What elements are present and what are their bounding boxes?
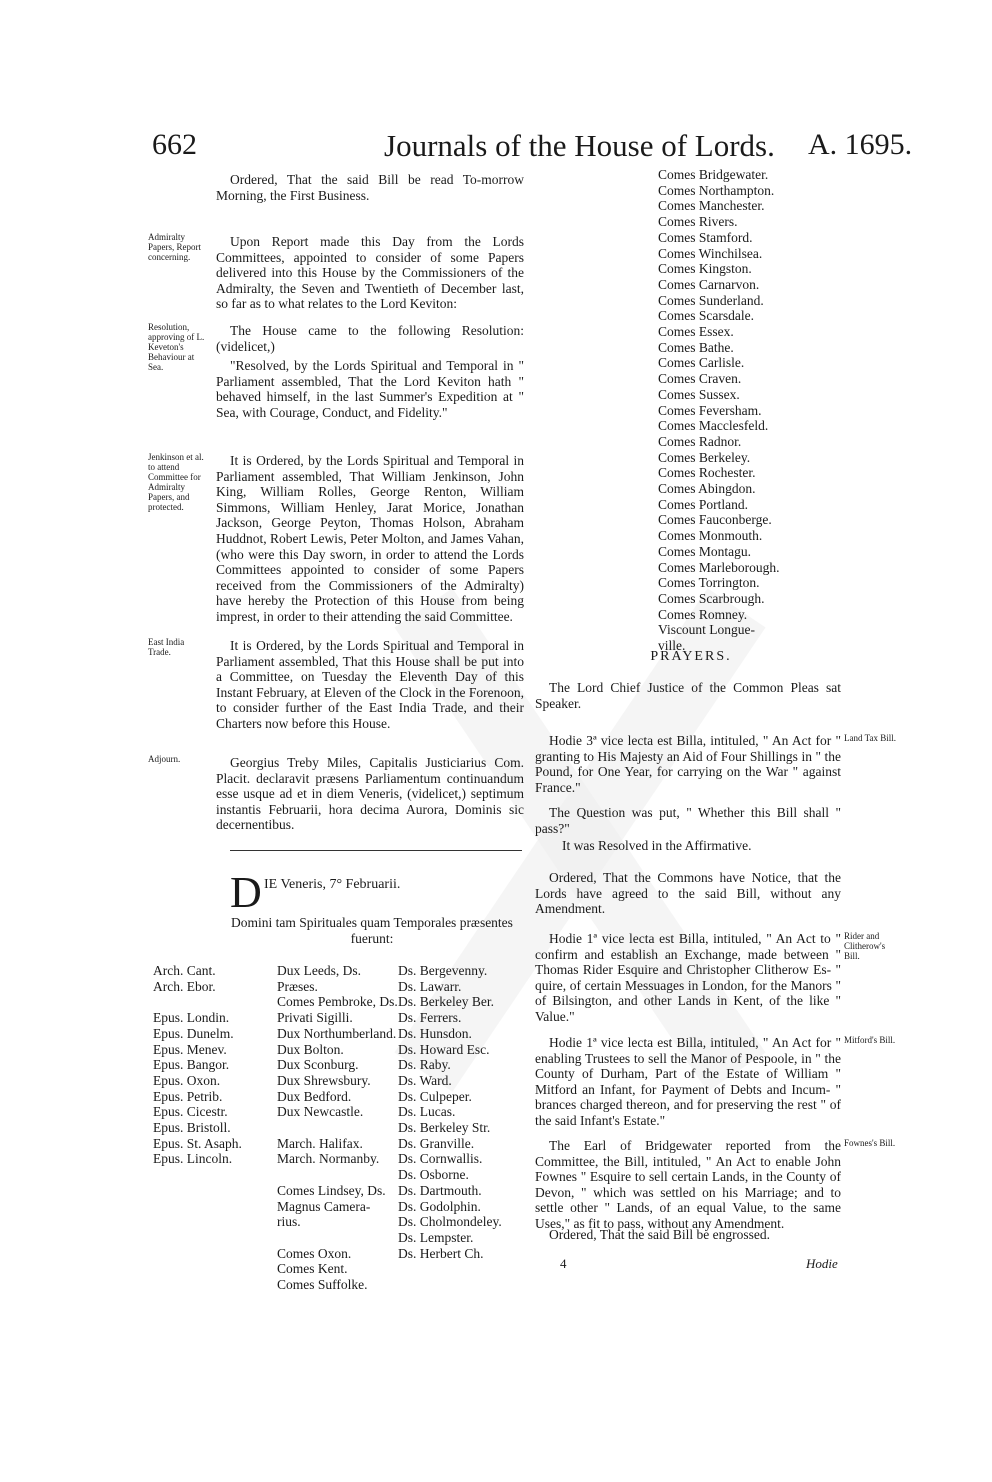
paragraph: Hodie 1ª vice lecta est Billa, intituled, " An Act for " enabling Trustees to sell the Manor of Pespoole, in " the County of Durham, Part of the Estate of William " Mitford an Infant, for Payment of Debts and Incum- " brances charged thereon, and for preserving the rest " of the said Infant's Estate." — [535, 1035, 841, 1128]
list-entry: Epus. Londin. — [153, 1010, 230, 1026]
list-entry: Ds. Berkeley Ber. — [398, 994, 494, 1010]
margin-note: East India Trade. — [148, 637, 185, 657]
list-entry: Magnus Camera- — [277, 1198, 371, 1214]
list-entry: Comes Carnarvon. — [658, 276, 760, 292]
list-entry: Ds. Raby. — [398, 1057, 451, 1073]
list-entry: Comes Kent. — [277, 1261, 348, 1277]
list-entry: Comes Kingston. — [658, 261, 752, 277]
paragraph: Hodie 1ª vice lecta est Billa, intituled, " An Act to " confirm and establish an Exchange, made between " Thomas Rider Esquire and Christopher Clitherow Es- " quire, of certain Messuages in London, for the Manors " of Bilsington, and other Lands in Kent, of the like " Value." — [535, 931, 841, 1024]
list-entry: Comes Oxon. — [277, 1245, 352, 1261]
day-heading: IE Veneris, 7° Februarii. — [264, 877, 401, 892]
list-entry — [277, 1167, 398, 1183]
page-year: A. 1695. — [808, 128, 913, 161]
list-entry: Comes Portland. — [658, 496, 748, 512]
list-entry: Comes Suffolke. — [277, 1277, 368, 1293]
attendance-col-2 — [277, 963, 398, 1293]
attendance-col-1 — [153, 963, 242, 1167]
list-entry: Ds. Culpeper. — [398, 1088, 472, 1104]
list-entry: Ds. Ferrers. — [398, 1010, 462, 1026]
list-entry: Arch. Ebor. — [153, 978, 216, 994]
list-entry: Ds. Dartmouth. — [398, 1182, 482, 1198]
list-entry: Epus. Bristoll. — [153, 1120, 231, 1136]
list-entry — [277, 1230, 398, 1246]
list-entry: Comes Scarsdale. — [658, 308, 754, 324]
attendance-right-list — [658, 167, 779, 654]
list-entry: Ds. Ward. — [398, 1072, 452, 1088]
list-entry: Comes Berkeley. — [658, 449, 751, 465]
margin-note: Mitford's Bill. — [844, 1035, 896, 1045]
list-entry: Comes Bathe. — [658, 339, 734, 355]
list-entry: Ds. Godolphin. — [398, 1198, 481, 1214]
list-entry: Viscount Longue- — [658, 622, 756, 638]
list-entry: Arch. Cant. — [153, 963, 216, 978]
section-divider — [230, 850, 522, 851]
list-entry: Comes Bridgewater. — [658, 167, 769, 182]
list-entry: Ds. Herbert Ch. — [398, 1245, 484, 1261]
paragraph: The Lord Chief Justice of the Common Pleas sat Speaker. — [535, 680, 841, 711]
paragraph: It is Ordered, by the Lords Spiritual and Temporal in Parliament assembled, That this House shall be put into a Committee, on Tuesday the Eleventh Day of this Instant February, at Eleven of the Clock in the Forenoon, to consider further of the East India Trade, and their Charters now before this House. — [216, 638, 524, 731]
list-entry: Ds. Lempster. — [398, 1229, 474, 1245]
list-entry: Dux Bedford. — [277, 1088, 352, 1104]
list-entry: Epus. Menev. — [153, 1041, 227, 1057]
paragraph: Georgius Treby Miles, Capitalis Justiciarius Com. Placit. declaravit præsens Parliamentum continuandum esse usque ad et in diem Veneris, (videlicet,) septimum instantis Februarii, hora decima Aurora, Dominis sic decernentibus. — [216, 755, 524, 833]
list-entry: Comes Scarbrough. — [658, 590, 765, 606]
margin-note: Jenkinson et al. to attend Committee for Admiralty Papers, and protected. — [148, 452, 204, 512]
list-entry: Comes Manchester. — [658, 198, 765, 214]
list-entry: Ds. Berkeley Str. — [398, 1120, 491, 1136]
list-entry: Ds. Granville. — [398, 1135, 475, 1151]
list-entry: Comes Sunderland. — [658, 292, 764, 308]
paragraph: Ordered, That the Commons have Notice, that the Lords have agreed to the said Bill, without any Amendment. — [535, 870, 841, 917]
list-entry: Comes Stamford. — [658, 229, 753, 245]
attendance-col-3 — [398, 963, 502, 1261]
list-entry: Comes Marleborough. — [658, 559, 780, 575]
list-entry: Dux Bolton. — [277, 1041, 344, 1057]
page-number: 662 — [152, 128, 197, 161]
list-entry: Ds. Hunsdon. — [398, 1025, 472, 1041]
list-entry: Ds. Cholmondeley. — [398, 1214, 502, 1230]
prayers-heading: PRAYERS. — [650, 649, 732, 664]
list-entry: Ds. Cornwallis. — [398, 1151, 483, 1167]
list-entry — [153, 994, 242, 1010]
list-entry: Comes Lindsey, Ds. — [277, 1182, 386, 1198]
list-entry: Ds. Osborne. — [398, 1167, 469, 1183]
list-entry: Comes Radnor. — [658, 433, 742, 449]
margin-note: Land Tax Bill. — [844, 733, 896, 743]
list-entry: Epus. Cicestr. — [153, 1104, 228, 1120]
list-entry: rius. — [277, 1214, 301, 1230]
margin-note: Adjourn. — [148, 754, 181, 764]
list-entry: Epus. Lincoln. — [153, 1151, 233, 1167]
list-entry: Comes Rochester. — [658, 465, 756, 481]
list-entry: Comes Macclesfeld. — [658, 418, 769, 434]
list-entry: Epus. Dunelm. — [153, 1025, 234, 1041]
margin-note: Rider and Clitherow's Bill. — [844, 931, 886, 961]
list-entry: Præses. — [277, 978, 318, 994]
paragraph: Upon Report made this Day from the Lords Committees, appointed to consider of some Papers delivered into this House by the Commissioners of the Admiralty, the Seven and Twentieth of December last, so far as to what relates to the Lord Keviton: — [216, 234, 524, 312]
list-entry: Ds. Bergevenny. — [398, 963, 488, 978]
list-entry: Comes Rivers. — [658, 214, 738, 230]
list-entry: Ds. Lucas. — [398, 1104, 456, 1120]
drop-cap: D — [230, 868, 262, 917]
list-entry: Comes Torrington. — [658, 575, 760, 591]
list-entry: Comes Essex. — [658, 324, 734, 340]
paragraph: Hodie 3ª vice lecta est Billa, intituled, " An Act for " granting to His Majesty an Aid of Four Shillings in " the Pound, for One Year, for carrying on the War " against France." — [535, 733, 841, 795]
list-entry: Epus. Bangor. — [153, 1057, 230, 1073]
list-entry: Comes Fauconberge. — [658, 512, 772, 528]
paragraph: The Earl of Bridgewater reported from the Committee, the Bill, intituled, " An Act to enable John Fownes " Esquire to sell certain Lands, in the County of Devon, " which was settled on his Marriage; and to settle other " Lands, of an equal Value, to the same Uses," as fit to pass, without any Amendment. — [535, 1138, 841, 1231]
list-entry: March. Halifax. — [277, 1135, 363, 1151]
paragraph: The House came to the following Resolution: (videlicet,) — [216, 323, 524, 354]
page-title: Journals of the House of Lords. — [384, 128, 775, 163]
resolution-text: "Resolved, by the Lords Spiritual and Temporal in " Parliament assembled, That the Lord Keviton hath " behaved himself, in the last Summer's Expedition at " Sea, with Courage, Conduct, and Fidelity." — [216, 358, 524, 420]
list-entry: Epus. Petrib. — [153, 1088, 223, 1104]
list-entry: Comes Northampton. — [658, 182, 775, 198]
list-entry: Dux Leeds, Ds. — [277, 963, 361, 978]
paragraph: It is Ordered, by the Lords Spiritual and Temporal in Parliament assembled, That William Jenkinson, John King, William Rolles, George Renton, William Simmons, William Henley, Jarat Morice, Jonathan Jackson, George Peyton, Thomas Holson, Abraham Huddnot, Robert Lewis, Peter Molton, and James Vahan, (who were this Day sworn, in order to attend the Lords Committees appointed to consider of some Papers received from the Commissioners of the Admiralty) have hereby the Protection of this House from being imprest, in order to their attending the said Committee. — [216, 453, 524, 624]
list-entry: ville. — [658, 638, 686, 654]
list-entry: Dux Sconburg. — [277, 1057, 359, 1073]
margin-note: Fownes's Bill. — [844, 1138, 896, 1148]
list-entry: Comes Craven. — [658, 371, 742, 387]
list-entry: Ds. Lawarr. — [398, 978, 462, 994]
paragraph: The Question was put, " Whether this Bill shall " pass?" — [535, 805, 841, 836]
paragraph: It was Resolved in the Affirmative. — [562, 838, 752, 853]
list-entry — [277, 1120, 398, 1136]
list-entry: Comes Montagu. — [658, 543, 751, 559]
list-entry: Comes Pembroke, Ds. — [277, 994, 398, 1010]
catchword: Hodie — [806, 1256, 838, 1271]
signature-mark: 4 — [560, 1256, 567, 1271]
margin-note: Admiralty Papers, Report concerning. — [148, 232, 201, 262]
list-entry: Dux Shrewsbury. — [277, 1072, 371, 1088]
list-entry: Comes Romney. — [658, 606, 748, 622]
list-entry: Comes Feversham. — [658, 402, 762, 418]
list-entry: Ds. Howard Esc. — [398, 1041, 490, 1057]
list-entry: Comes Monmouth. — [658, 528, 763, 544]
list-entry: Epus. St. Asaph. — [153, 1135, 242, 1151]
list-entry: Comes Winchilsea. — [658, 245, 763, 261]
paragraph: Ordered, That the said Bill be engrossed. — [549, 1227, 770, 1242]
list-entry: Privati Sigilli. — [277, 1010, 353, 1026]
list-entry: Epus. Oxon. — [153, 1072, 221, 1088]
list-entry: March. Normanby. — [277, 1151, 380, 1167]
paragraph: Ordered, That the said Bill be read To-morrow Morning, the First Business. — [216, 172, 524, 203]
list-entry: Comes Abingdon. — [658, 481, 756, 497]
list-entry: Dux Newcastle. — [277, 1104, 364, 1120]
margin-note: Resolution, approving of L. Keveton's Behaviour at Sea. — [148, 322, 205, 372]
attendance-subheading: Domini tam Spirituales quam Temporales præsentes fuerunt: — [231, 915, 513, 946]
list-entry: Dux Northumberland. — [277, 1025, 397, 1041]
list-entry: Comes Sussex. — [658, 386, 740, 402]
list-entry: Comes Carlisle. — [658, 355, 745, 371]
